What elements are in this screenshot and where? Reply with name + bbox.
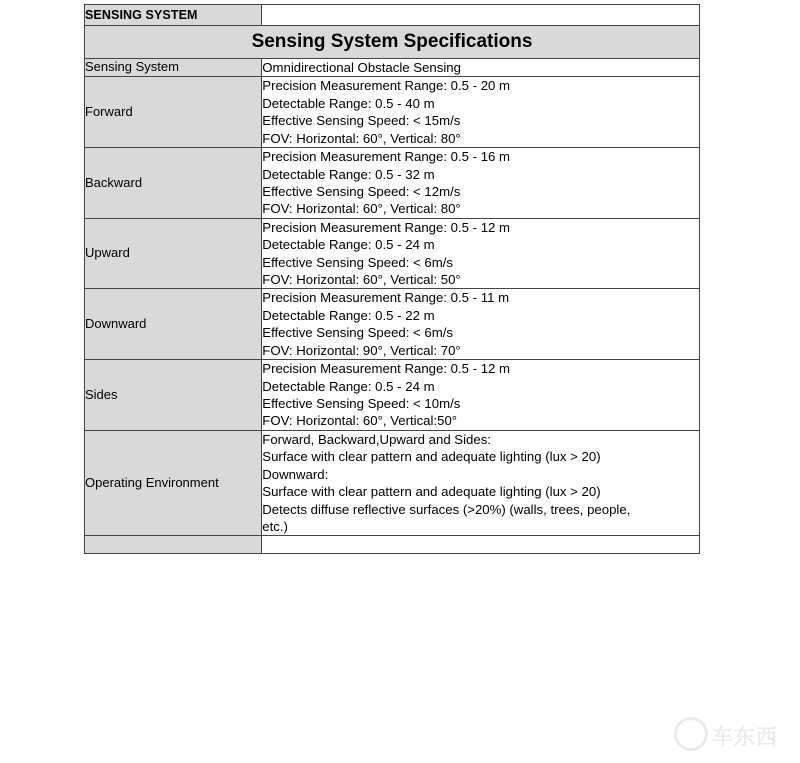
value-line: Precision Measurement Range: 0.5 - 12 m xyxy=(262,219,511,235)
value-line: Detectable Range: 0.5 - 24 m xyxy=(262,378,435,394)
value-line: Omnidirectional Obstacle Sensing xyxy=(262,60,461,75)
value-line: FOV: Horizontal: 60°, Vertical: 80° xyxy=(262,201,461,217)
watermark-text: 车东西 xyxy=(712,726,778,749)
row-value-forward xyxy=(262,77,700,148)
value-line: Detectable Range: 0.5 - 24 m xyxy=(262,237,435,253)
row-label-forward: Forward xyxy=(85,77,262,148)
value-line: Effective Sensing Speed: < 12m/s xyxy=(262,183,461,199)
value-line: FOV: Horizontal: 60°, Vertical: 50° xyxy=(262,272,461,288)
watermark-circle-icon xyxy=(674,717,708,751)
value-line: Detects diffuse reflective surfaces (>20%) (walls, trees, people, xyxy=(262,501,631,517)
spec-sheet xyxy=(84,4,700,554)
value-line: etc.) xyxy=(262,518,288,534)
table-title-row xyxy=(85,26,700,59)
row-label-operating-environment: Operating Environment xyxy=(85,430,262,536)
watermark xyxy=(674,715,792,755)
value-line: Effective Sensing Speed: < 10m/s xyxy=(262,396,461,412)
sensing-system-table xyxy=(84,4,700,554)
row-label-downward: Downward xyxy=(85,289,262,360)
table-row xyxy=(85,289,700,360)
value-line: Surface with clear pattern and adequate lighting (lux > 20) xyxy=(262,484,601,500)
table-section-header-row xyxy=(85,5,700,26)
section-header-blank-cell xyxy=(262,5,700,26)
table-row xyxy=(85,148,700,219)
footer-blank-cell xyxy=(262,536,700,554)
table-row xyxy=(85,430,700,536)
value-line: Effective Sensing Speed: < 6m/s xyxy=(262,254,454,270)
value-line: FOV: Horizontal: 90°, Vertical: 70° xyxy=(262,342,461,358)
row-value-upward xyxy=(262,218,700,289)
value-line: FOV: Horizontal: 60°, Vertical: 80° xyxy=(262,130,461,146)
table-row xyxy=(85,59,700,77)
value-line: Detectable Range: 0.5 - 22 m xyxy=(262,307,435,323)
section-label: SENSING SYSTEM xyxy=(85,5,262,26)
row-value-sides xyxy=(262,360,700,431)
value-line: Surface with clear pattern and adequate lighting (lux > 20) xyxy=(262,449,601,465)
value-line: Precision Measurement Range: 0.5 - 12 m xyxy=(262,361,511,377)
row-label-sensing-system: Sensing System xyxy=(85,59,262,77)
value-line: Precision Measurement Range: 0.5 - 11 m xyxy=(262,290,510,306)
row-label-sides: Sides xyxy=(85,360,262,431)
value-line: Downward: xyxy=(262,466,329,482)
value-line: Forward, Backward,Upward and Sides: xyxy=(262,431,491,447)
row-label-upward: Upward xyxy=(85,218,262,289)
value-line: Effective Sensing Speed: < 6m/s xyxy=(262,325,454,341)
table-row xyxy=(85,77,700,148)
value-line: FOV: Horizontal: 60°, Vertical:50° xyxy=(262,413,458,429)
value-line: Detectable Range: 0.5 - 40 m xyxy=(262,95,435,111)
value-line: Precision Measurement Range: 0.5 - 16 m xyxy=(262,149,511,165)
row-value-operating-environment xyxy=(262,430,700,536)
table-row xyxy=(85,360,700,431)
row-value-backward xyxy=(262,148,700,219)
value-line: Effective Sensing Speed: < 15m/s xyxy=(262,113,461,129)
table-footer-row xyxy=(85,536,700,554)
page-title: Sensing System Specifications xyxy=(85,26,700,59)
footer-label-cell xyxy=(85,536,262,554)
row-value-downward xyxy=(262,289,700,360)
row-label-backward: Backward xyxy=(85,148,262,219)
row-value-sensing-system xyxy=(262,59,700,77)
table-row xyxy=(85,218,700,289)
value-line: Precision Measurement Range: 0.5 - 20 m xyxy=(262,78,511,94)
value-line: Detectable Range: 0.5 - 32 m xyxy=(262,166,435,182)
